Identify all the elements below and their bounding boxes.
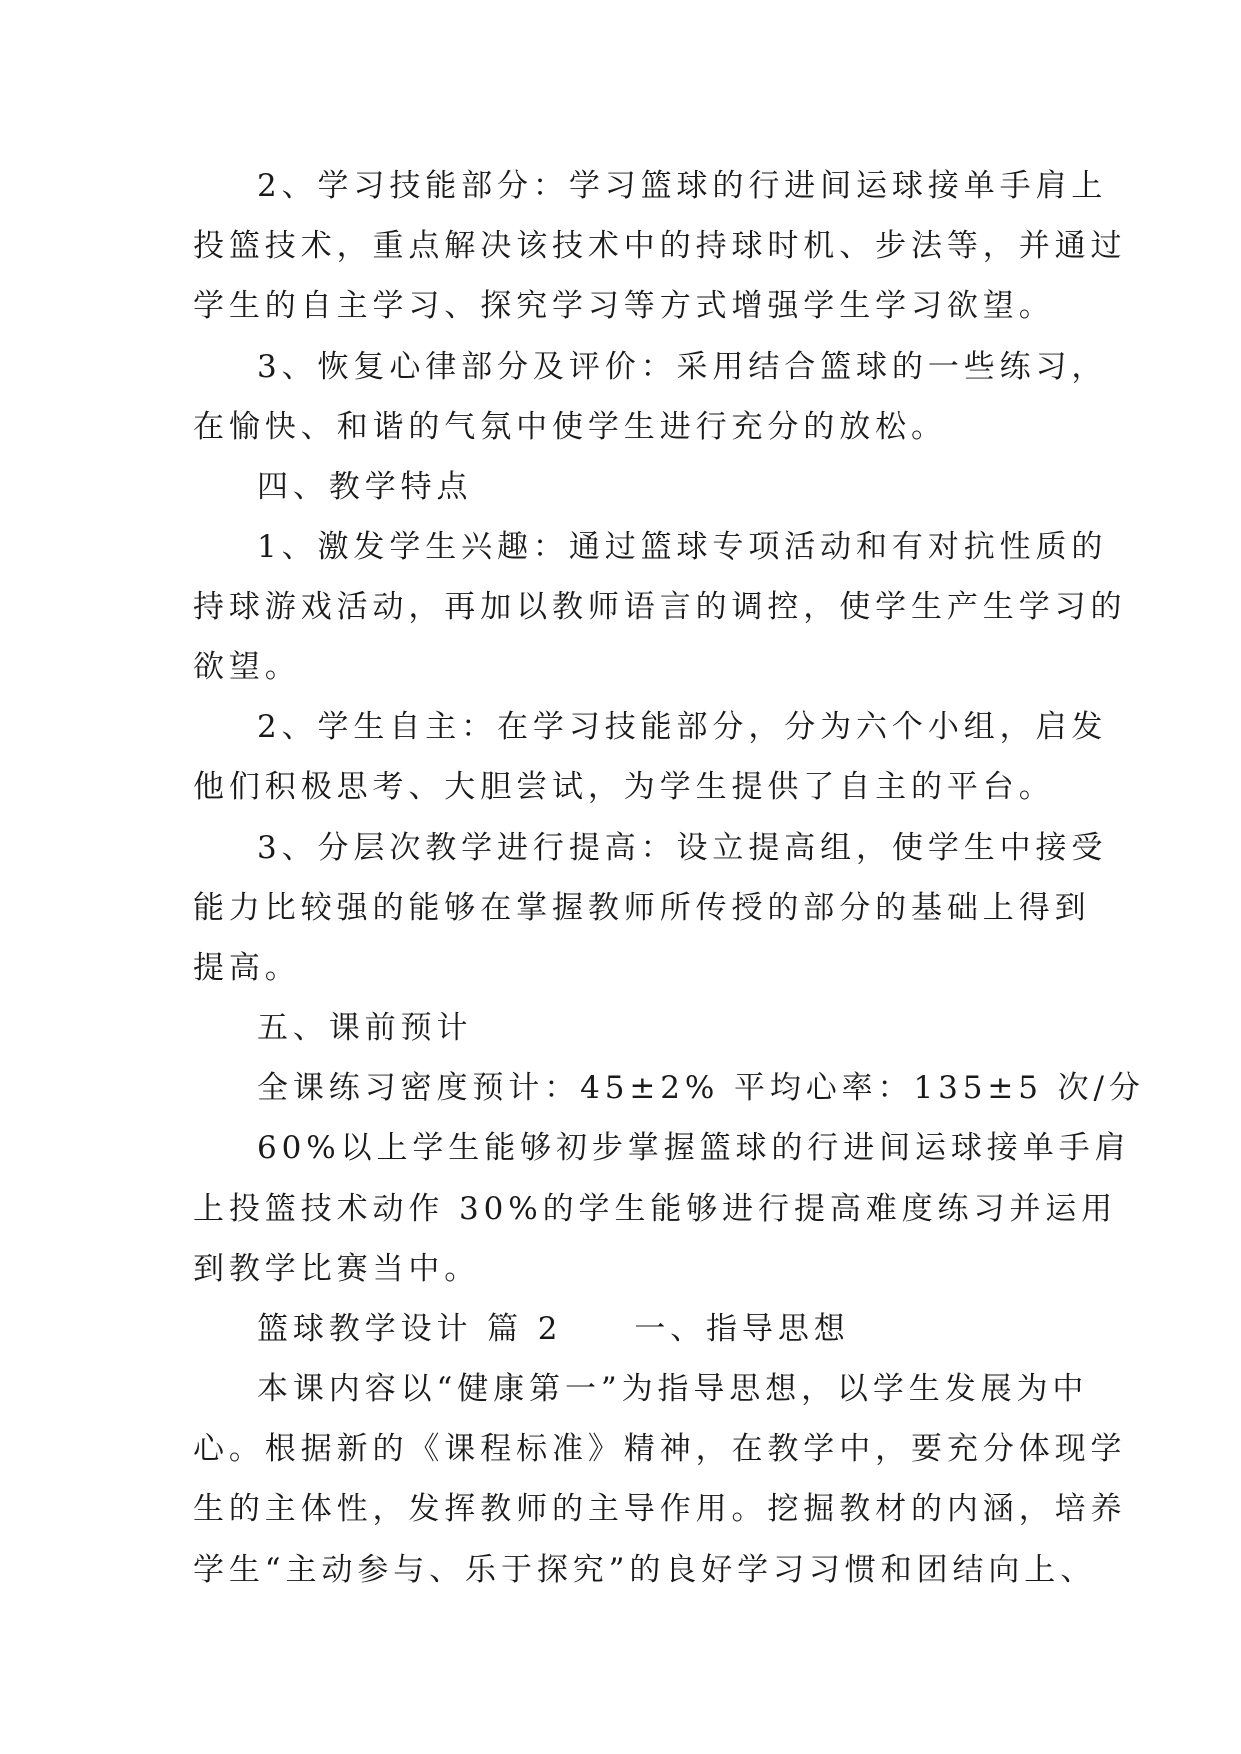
text-line: 学生的自主学习、探究学习等方式增强学生学习欲望。: [193, 288, 1055, 324]
text-line: 提高。: [193, 950, 301, 986]
section-heading: 四、教学特点: [257, 469, 473, 505]
text-line: 学生“主动参与、乐于探究”的良好学习习惯和团结向上、: [193, 1552, 1097, 1588]
text-line: 本课内容以“健康第一”为指导思想，以学生发展为中: [257, 1371, 1089, 1407]
text-line: 到教学比赛当中。: [193, 1251, 481, 1287]
text-line: 3、恢复心律部分及评价：采用结合篮球的一些练习，: [257, 349, 1108, 385]
text-line: 生的主体性，发挥教师的主导作用。挖掘教材的内涵，培养: [193, 1491, 1127, 1527]
text-line: 能力比较强的能够在掌握教师所传授的部分的基础上得到: [193, 890, 1091, 926]
text-line: 1、激发学生兴趣：通过篮球专项活动和有对抗性质的: [257, 529, 1108, 565]
section-heading: 篮球教学设计 篇 2 一、指导思想: [257, 1311, 850, 1347]
text-line: 3、分层次教学进行提高：设立提高组，使学生中接受: [257, 830, 1108, 866]
text-line: 持球游戏活动，再加以教师语言的调控，使学生产生学习的: [193, 589, 1127, 625]
text-line: 心。根据新的《课程标准》精神，在教学中，要充分体现学: [193, 1431, 1127, 1467]
text-line: 2、学生自主：在学习技能部分，分为六个小组，启发: [257, 709, 1108, 745]
text-line: 在愉快、和谐的气氛中使学生进行充分的放松。: [193, 409, 947, 445]
text-line: 欲望。: [193, 649, 301, 685]
text-line: 2、学习技能部分：学习篮球的行进间运球接单手肩上: [257, 168, 1108, 204]
section-heading: 五、课前预计: [257, 1010, 473, 1046]
text-line: 他们积极思考、大胆尝试，为学生提供了自主的平台。: [193, 769, 1055, 805]
text-line: 60%以上学生能够初步掌握篮球的行进间运球接单手肩: [257, 1130, 1131, 1166]
text-line: 全课练习密度预计：45±2% 平均心率：135±5 次/分: [257, 1070, 1145, 1106]
text-line: 上投篮技术动作 30%的学生能够进行提高难度练习并运用: [193, 1191, 1118, 1227]
text-line: 投篮技术，重点解决该技术中的持球时机、步法等，并通过: [193, 228, 1127, 264]
